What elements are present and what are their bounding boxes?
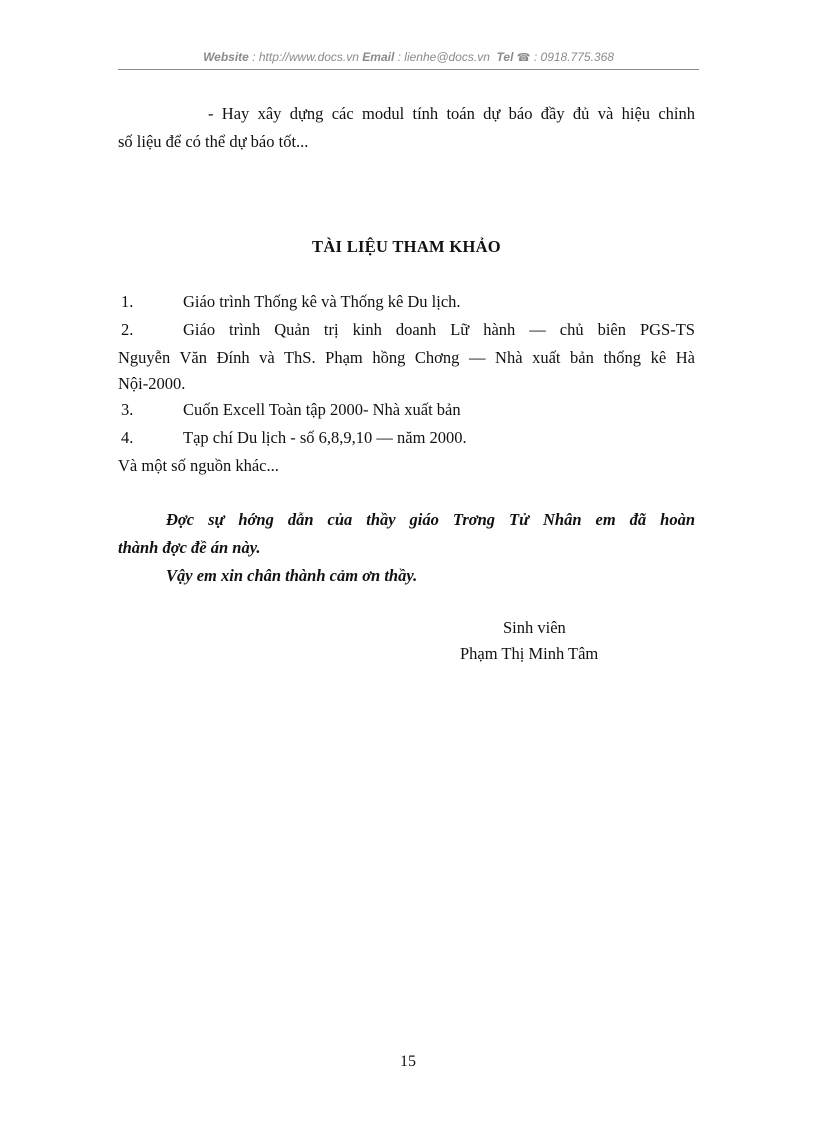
reference-number: 3. [121, 400, 134, 419]
header-divider [118, 69, 699, 70]
tel-label: Tel [496, 50, 514, 64]
phone-icon: ☎ [516, 52, 531, 64]
reference-text: Giáo trình Quản trị kinh doanh Lữ hành — chủ biên PGS-TS [183, 320, 695, 339]
reference-item-2-continued: Nguyễn Văn Đính và ThS. Phạm hồng Chơng — Nhà xuất bản thống kê Hà [118, 348, 695, 367]
reference-item-2 [118, 316, 695, 344]
intro-line-1: - Hay xây dựng các modul tính toán dự báo đầy đủ và hiệu chỉnh [208, 104, 695, 123]
reference-text: Tạp chí Du lịch - số 6,8,9,10 — năm 2000. [183, 428, 467, 447]
website-separator: : [248, 50, 259, 64]
reference-number: 1. [121, 292, 134, 311]
website-label: Website [203, 50, 249, 64]
reference-item-3 [118, 396, 695, 424]
tel-separator: : [530, 50, 541, 64]
acknowledgement-line-2: thành đợc đề án này. [118, 538, 261, 557]
website-url[interactable]: http://www.docs.vn [258, 50, 359, 64]
reference-text: Giáo trình Thống kê và Thống kê Du lịch. [183, 292, 461, 311]
other-sources: Và một số nguồn khác... [118, 456, 279, 475]
reference-number: 2. [121, 320, 134, 339]
acknowledgement-line-1: Đợc sự hớng dẫn của thầy giáo Trơng Tử Nhân em đã hoàn [166, 510, 695, 529]
signature-name: Phạm Thị Minh Tâm [460, 644, 599, 663]
signature-role: Sinh viên [503, 618, 566, 637]
acknowledgement-line-3: Vậy em xin chân thành cảm ơn thầy. [166, 566, 418, 585]
tel-number: 0918.775.368 [540, 50, 614, 64]
page-header [118, 50, 699, 64]
reference-item-4 [118, 424, 695, 452]
reference-number: 4. [121, 428, 134, 447]
page-number: 15 [400, 1053, 416, 1070]
reference-text: Cuốn Excell Toàn tập 2000- Nhà xuất bản [183, 400, 461, 419]
intro-line-2: số liệu để có thể dự báo tốt... [118, 132, 309, 151]
email-separator: : [394, 50, 405, 64]
reference-item-2-end: Nội-2000. [118, 374, 186, 393]
reference-item-1 [118, 288, 695, 316]
email-label: Email [362, 50, 395, 64]
email-address[interactable]: lienhe@docs.vn [404, 50, 490, 64]
references-title: TÀI LIỆU THAM KHẢO [312, 237, 501, 256]
